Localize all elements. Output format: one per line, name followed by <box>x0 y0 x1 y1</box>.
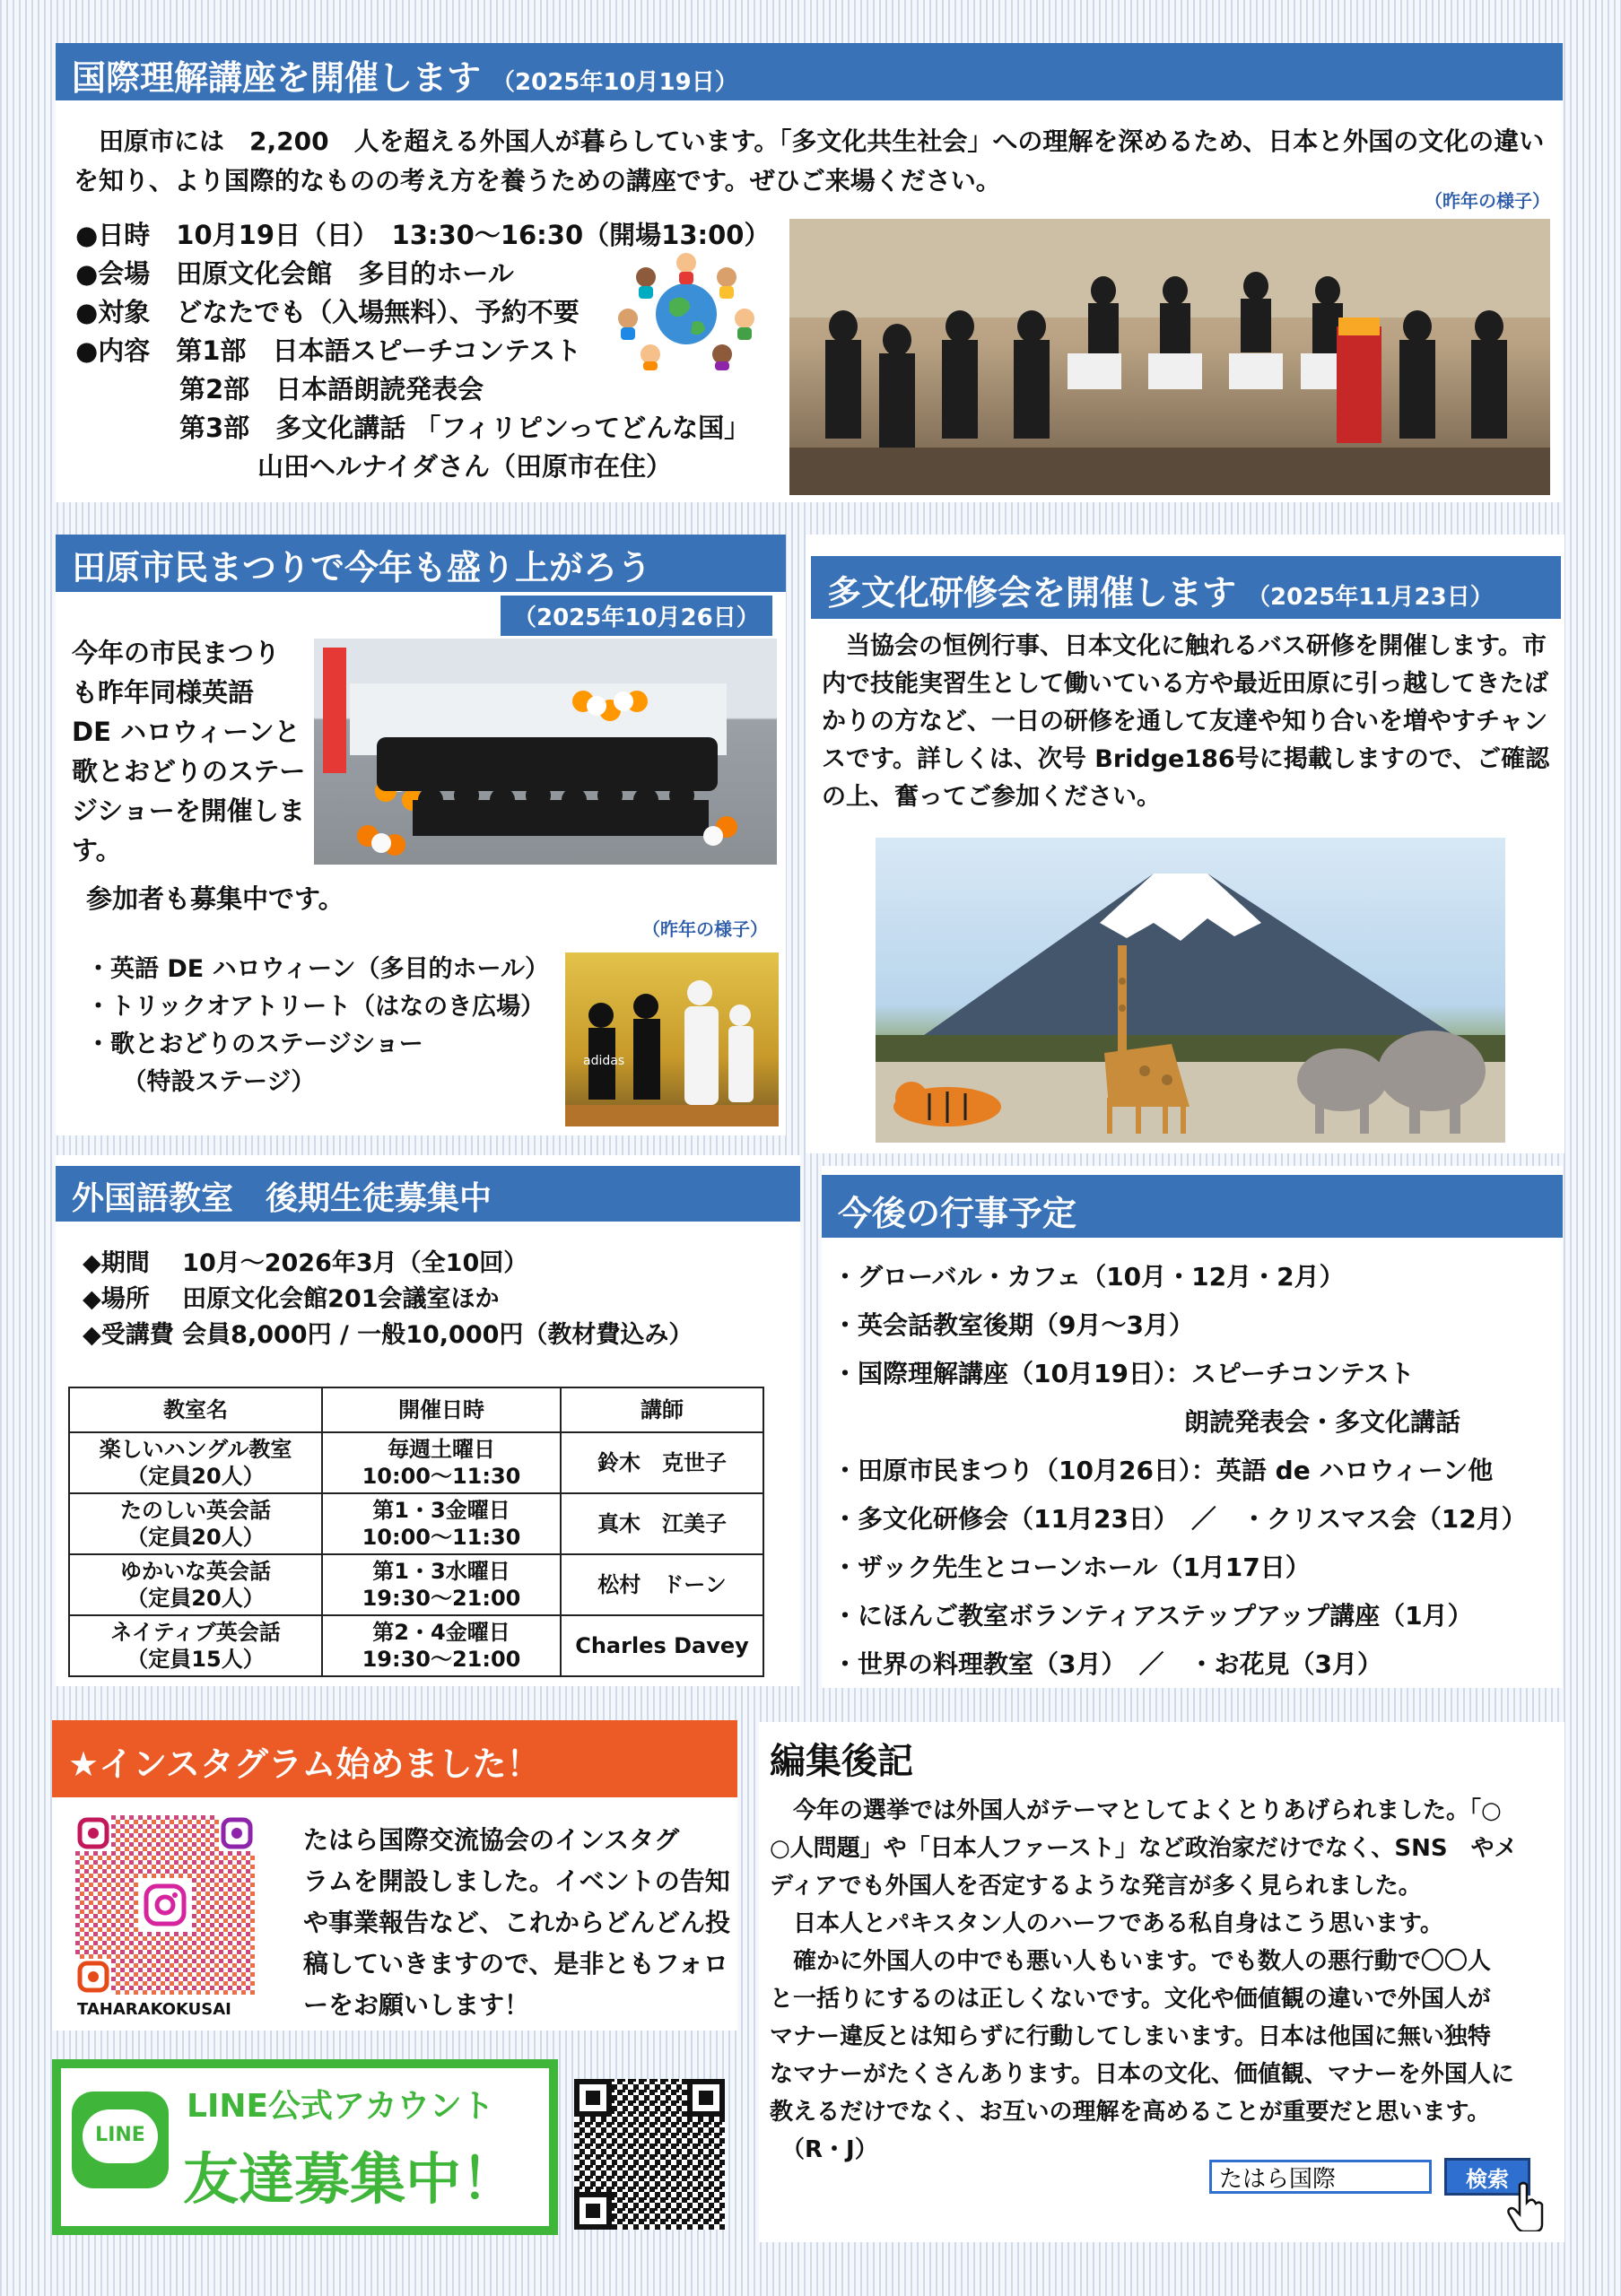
detail-line: 山田ヘルナイダさん（田原市在住） <box>75 451 672 482</box>
section-date: （2025年10月19日） <box>492 69 738 96</box>
section-title: 田原市民まつりで今年も盛り上がろう <box>72 548 652 587</box>
class-name: 楽しいハングル教室 <box>99 1437 292 1462</box>
section-title: 編集後記 <box>770 1741 913 1782</box>
section-date: （2025年11月23日） <box>1247 584 1494 611</box>
list-item: （特設ステージ） <box>86 1068 316 1096</box>
class-time: 10:00〜11:30 <box>362 1525 521 1550</box>
event-item: ・英会話教室後期（9月〜3月） <box>832 1310 1194 1340</box>
body-line: す。 <box>72 835 122 865</box>
event-item: ・田原市民まつり（10月26日）：英語 de ハロウィーン他 <box>832 1456 1494 1485</box>
festival-body <box>72 633 305 870</box>
shirt-text: adidas <box>583 1054 625 1068</box>
section-title: ★インスタグラム始めました！ <box>68 1744 541 1784</box>
event-item: ・ザック先生とコーンホール（1月17日） <box>832 1552 1311 1582</box>
event-item: 朗読発表会・多文化講話 <box>832 1407 1461 1437</box>
instagram-icon <box>143 1883 187 1927</box>
class-name: たのしい英会話 <box>120 1498 271 1523</box>
detail-line: ●内容 第1部 日本語スピーチコンテスト <box>75 335 582 366</box>
section-title: 外国語教室 後期生徒募集中 <box>72 1180 492 1217</box>
body-line: ーをお願いします！ <box>303 1990 530 2020</box>
class-name-cell <box>69 1493 322 1554</box>
class-name-cell <box>69 1432 322 1493</box>
section-date: （2025年10月26日） <box>501 596 772 636</box>
line-account-title: LINE公式アカウント <box>187 2088 494 2125</box>
training-text: 当協会の恒例行事、日本文化に触れるバス研修を開催します。市内で技能実習生として働いている方や最近田原に引っ越してきたばかりの方など、一日の研修を通して友達や知り合いを増やすチャンスです。詳しくは、次号 Bridge186号に掲載しますので、ご確認の上、奮ってご参加ください。 <box>822 632 1550 811</box>
class-capacity: （定員15人） <box>126 1647 265 1672</box>
festival-items <box>86 949 549 1100</box>
body-line: 日本人とパキスタン人のハーフである私自身はこう思います。 <box>770 1910 1443 1937</box>
class-name-cell <box>69 1615 322 1676</box>
event-item: ・にほんご教室ボランティアステップアップ講座（1月） <box>832 1601 1473 1631</box>
mount-fuji-animals-photo <box>876 838 1505 1143</box>
class-info <box>83 1243 693 1351</box>
schedule-cell <box>322 1554 561 1615</box>
schedule-cell <box>322 1432 561 1493</box>
body-line: ラムを開設しました。イベントの告知 <box>303 1866 730 1896</box>
class-capacity: （定員20人） <box>126 1525 265 1550</box>
group-photo-last-year <box>789 219 1550 495</box>
section-title: 多文化研修会を開催します <box>827 573 1237 613</box>
line-logo-icon <box>72 2092 169 2188</box>
body-line: も昨年同様英語 <box>72 677 255 708</box>
column-header: 開催日時 <box>322 1387 561 1432</box>
event-item: ・世界の料理教室（3月） ／ ・お花見（3月） <box>832 1649 1382 1679</box>
table-row <box>69 1493 763 1554</box>
teacher-cell: 鈴木 克世子 <box>561 1432 763 1493</box>
class-day: 第1・3金曜日 <box>372 1498 510 1523</box>
line-qr-code[interactable] <box>574 2079 725 2230</box>
recruit-text: 参加者も募集中です。 <box>86 883 344 914</box>
schedule-cell <box>322 1493 561 1554</box>
section-header <box>811 556 1561 619</box>
event-item: ・多文化研修会（11月23日） ／ ・クリスマス会（12月） <box>832 1504 1527 1534</box>
class-time: 19:30〜21:00 <box>362 1586 521 1611</box>
line-recruit-title: 友達募集中！ <box>183 2146 518 2212</box>
body-line: DE ハロウィーンと <box>72 717 301 747</box>
instagram-qr-code[interactable] <box>75 1815 255 1995</box>
body-line: なマナーがたくさんあります。日本の文化、価値観、マナーを外国人に <box>770 2061 1514 2088</box>
info-line: ◆期間 10月〜2026年3月（全10回） <box>83 1249 528 1277</box>
body-line: 歌とおどりのステー <box>72 756 306 787</box>
photo-caption: （昨年の様子） <box>642 918 768 940</box>
list-item: ・英語 DE ハロウィーン（多目的ホール） <box>86 955 549 983</box>
detail-line: ●対象 どなたでも（入場無料）、予約不要 <box>75 297 580 327</box>
class-capacity: （定員20人） <box>126 1586 265 1611</box>
teacher-cell: 真木 江美子 <box>561 1493 763 1554</box>
class-name-cell <box>69 1554 322 1615</box>
body-line: たはら国際交流協会のインスタグ <box>303 1825 680 1855</box>
body-line: 今年の市民まつり <box>72 638 281 668</box>
class-day: 第2・4金曜日 <box>372 1620 510 1645</box>
teacher-cell: Charles Davey <box>561 1615 763 1676</box>
body-line: 教えるだけでなく、お互いの理解を高めることが重要だと思います。 <box>770 2099 1491 2126</box>
body-line: や事業報告など、これからどんどん投 <box>303 1908 731 1937</box>
instagram-text <box>303 1821 730 2027</box>
body-line: ディアでも外国人を否定するような発言が多く見られました。 <box>770 1873 1422 1900</box>
schedule-cell <box>322 1615 561 1676</box>
section-header <box>56 535 786 592</box>
table-row <box>69 1432 763 1493</box>
line-logo-text: LINE <box>95 2124 145 2146</box>
table-header-row <box>69 1387 763 1432</box>
section-title: 国際理解講座を開催します <box>72 58 482 98</box>
detail-line: 第2部 日本語朗読発表会 <box>75 374 484 404</box>
section-header <box>56 43 1563 100</box>
line-banner[interactable] <box>52 2059 558 2235</box>
detail-line: ●日時 10月19日（日） 13:30〜16:30（開場13:00） <box>75 220 771 250</box>
body-line: 今年の選挙では外国人がテーマとしてよくとりあげられました。「○ <box>770 1797 1502 1824</box>
class-capacity: （定員20人） <box>126 1464 265 1489</box>
search-input[interactable] <box>1209 2160 1432 2194</box>
class-name: ゆかいな英会話 <box>120 1559 271 1584</box>
kids-globe-illustration <box>610 247 763 372</box>
body-line: （R・J） <box>770 2136 878 2163</box>
class-time: 19:30〜21:00 <box>362 1647 521 1672</box>
list-item: ・歌とおどりのステージショー <box>86 1031 423 1058</box>
section-title: 今後の行事予定 <box>838 1194 1077 1233</box>
section-header <box>52 1720 737 1797</box>
detail-line: 第3部 多文化講話 「フィリピンってどんな国」 <box>75 413 751 443</box>
info-line: ◆受講費 会員8,000円 / 一般10,000円（教材費込み） <box>83 1321 693 1349</box>
editors-note-text <box>770 1792 1518 2169</box>
photo-caption: （昨年の様子） <box>1425 190 1550 212</box>
class-time: 10:00〜11:30 <box>362 1464 521 1489</box>
column-header: 教室名 <box>69 1387 322 1432</box>
table-row <box>69 1554 763 1615</box>
halloween-stage-photo <box>565 952 779 1126</box>
body-line: と一括りにするのは正しくないです。文化や価値観の違いで外国人が <box>770 1986 1491 2013</box>
class-day: 第1・3水曜日 <box>372 1559 510 1584</box>
qr-label: TAHARAKOKUSAI <box>77 2000 231 2019</box>
detail-line: ●会場 田原文化会館 多目的ホール <box>75 258 514 289</box>
intro-text: 田原市には 2,200 人を超える外国人が暮らしています。「多文化共生社会」への理解を深めるため、日本と外国の文化の違いを知り、より国際的なものの考え方を養うための講座です。ぜひご来場ください。 <box>74 126 1545 196</box>
events-list <box>832 1257 1527 1693</box>
list-item: ・トリックオアトリート（はなのき広場） <box>86 993 545 1021</box>
class-day: 毎週土曜日 <box>388 1437 495 1462</box>
teacher-cell: 松村 ドーン <box>561 1554 763 1615</box>
body-line: ○人問題」や「日本人ファースト」など政治家だけでなく、SNS やメ <box>770 1835 1518 1862</box>
body-line: ジショーを開催しま <box>72 796 305 826</box>
class-name: ネイティブ英会話 <box>110 1620 281 1645</box>
class-table <box>68 1387 764 1677</box>
section-header <box>822 1175 1563 1238</box>
info-line: ◆場所 田原文化会館201会議室ほか <box>83 1285 500 1313</box>
column-header: 講師 <box>561 1387 763 1432</box>
body-line: 稿していきますので、是非ともフォロ <box>303 1949 729 1979</box>
event-item: ・グローバル・カフェ（10月・12月・2月） <box>832 1262 1345 1292</box>
section-header <box>56 1166 800 1222</box>
body-line: 確かに外国人の中でも悪い人もいます。でも数人の悪行動で〇〇人 <box>770 1948 1491 1975</box>
table-row <box>69 1615 763 1676</box>
search-button[interactable]: 検索 <box>1444 2158 1530 2196</box>
festival-stage-photo <box>314 639 777 865</box>
event-item: ・国際理解講座（10月19日）：スピーチコンテスト <box>832 1359 1415 1388</box>
hand-cursor-icon <box>1507 2181 1547 2231</box>
body-line: マナー違反とは知らずに行動してしまいます。日本は他国に無い独特 <box>770 2023 1491 2050</box>
